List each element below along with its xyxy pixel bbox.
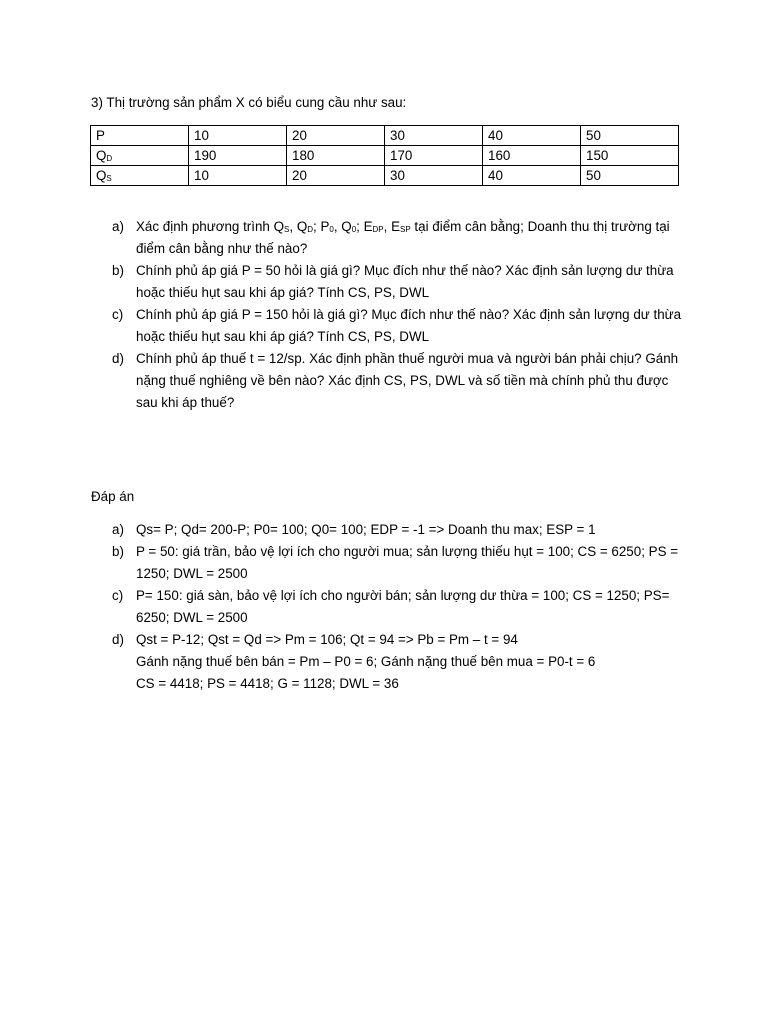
answer-line: Gánh nặng thuế bên bán = Pm – P0 = 6; Gánh nặng thuế bên mua = P0-t = 6	[136, 654, 596, 669]
list-item	[112, 348, 682, 414]
table-cell: 190	[189, 146, 287, 166]
list-item	[112, 585, 682, 629]
answer-line: P= 150: giá sàn, bảo vệ lợi ích cho người bán; sản lượng dư thừa = 100; CS = 1250; PS= 6250; DWL = 2500	[136, 588, 670, 625]
table-cell: 50	[581, 166, 679, 186]
table-cell: 10	[189, 126, 287, 146]
list-marker: b)	[112, 263, 124, 278]
list-marker: c)	[112, 588, 124, 603]
list-marker: a)	[112, 219, 124, 234]
table-cell: 180	[287, 146, 385, 166]
table-cell: 40	[483, 166, 581, 186]
list-item	[112, 629, 682, 695]
list-item	[112, 260, 682, 304]
answer-line: Qs= P; Qd= 200-P; P0= 100; Q0= 100; EDP = -1 => Doanh thu max; ESP = 1	[136, 522, 596, 537]
table-row-price	[91, 126, 679, 146]
answer-list	[112, 519, 682, 695]
row-label: $Q_D$	[91, 146, 189, 166]
list-item	[112, 519, 682, 541]
table-cell: 170	[385, 146, 483, 166]
list-item	[112, 304, 682, 348]
list-item	[112, 216, 682, 260]
table-cell: 20	[287, 126, 385, 146]
table-cell: 50	[581, 126, 679, 146]
question-text: Chính phủ áp giá P = 150 hỏi là giá gì? Mục đích như thế nào? Xác định sản lượng dư thừa hoặc thiếu hụt sau khi áp giá? Tính CS, PS, DWL	[136, 307, 682, 344]
answer-heading: Đáp án	[91, 489, 135, 504]
question-list	[112, 216, 682, 414]
table-cell: 160	[483, 146, 581, 166]
table-cell: 30	[385, 166, 483, 186]
question-text: Chính phủ áp thuế t = 12/sp. Xác định phần thuế người mua và người bán phải chịu? Gánh nặng thuế nghiêng về bên nào? Xác định CS, PS, DWL và số tiền mà chính phủ thu được sau khi áp thuế?	[136, 351, 679, 410]
list-marker: b)	[112, 544, 124, 559]
list-marker: a)	[112, 522, 124, 537]
list-marker: c)	[112, 307, 124, 322]
row-label: P	[91, 126, 189, 146]
list-marker: d)	[112, 632, 124, 647]
table-cell: 30	[385, 126, 483, 146]
problem-intro: 3) Thị trường sản phẩm X có biểu cung cầu như sau:	[91, 95, 407, 110]
table-row-supply	[91, 166, 679, 186]
table-row-demand	[91, 146, 679, 166]
question-text: Chính phủ áp giá P = 50 hỏi là giá gì? Mục đích như thế nào? Xác định sản lượng dư thừa hoặc thiếu hụt sau khi áp giá? Tính CS, PS, DWL	[136, 263, 674, 300]
table-cell: 20	[287, 166, 385, 186]
table-cell: 150	[581, 146, 679, 166]
supply-demand-table	[90, 125, 679, 186]
answer-line: P = 50: giá trần, bảo vệ lợi ích cho người mua; sản lượng thiếu hụt = 100; CS = 6250; PS = 1250; DWL = 2500	[136, 544, 679, 581]
question-text: Xác định phương trình $Q_S$, $Q_D$; $P_0$, $Q_0$; $E_{DP}$, $E_{SP}$ tại điểm cân bằng; Doanh thu thị trường tại điểm cân bằng như thế nào?	[136, 219, 670, 256]
list-marker: d)	[112, 351, 124, 366]
row-label: $Q_S$	[91, 166, 189, 186]
table-cell: 40	[483, 126, 581, 146]
answer-line: CS = 4418; PS = 4418; G = 1128; DWL = 36	[136, 676, 399, 691]
answer-line: Qst = P-12; Qst = Qd => Pm = 106; Qt = 94 => Pb = Pm – t = 94	[136, 632, 518, 647]
table-cell: 10	[189, 166, 287, 186]
list-item	[112, 541, 682, 585]
